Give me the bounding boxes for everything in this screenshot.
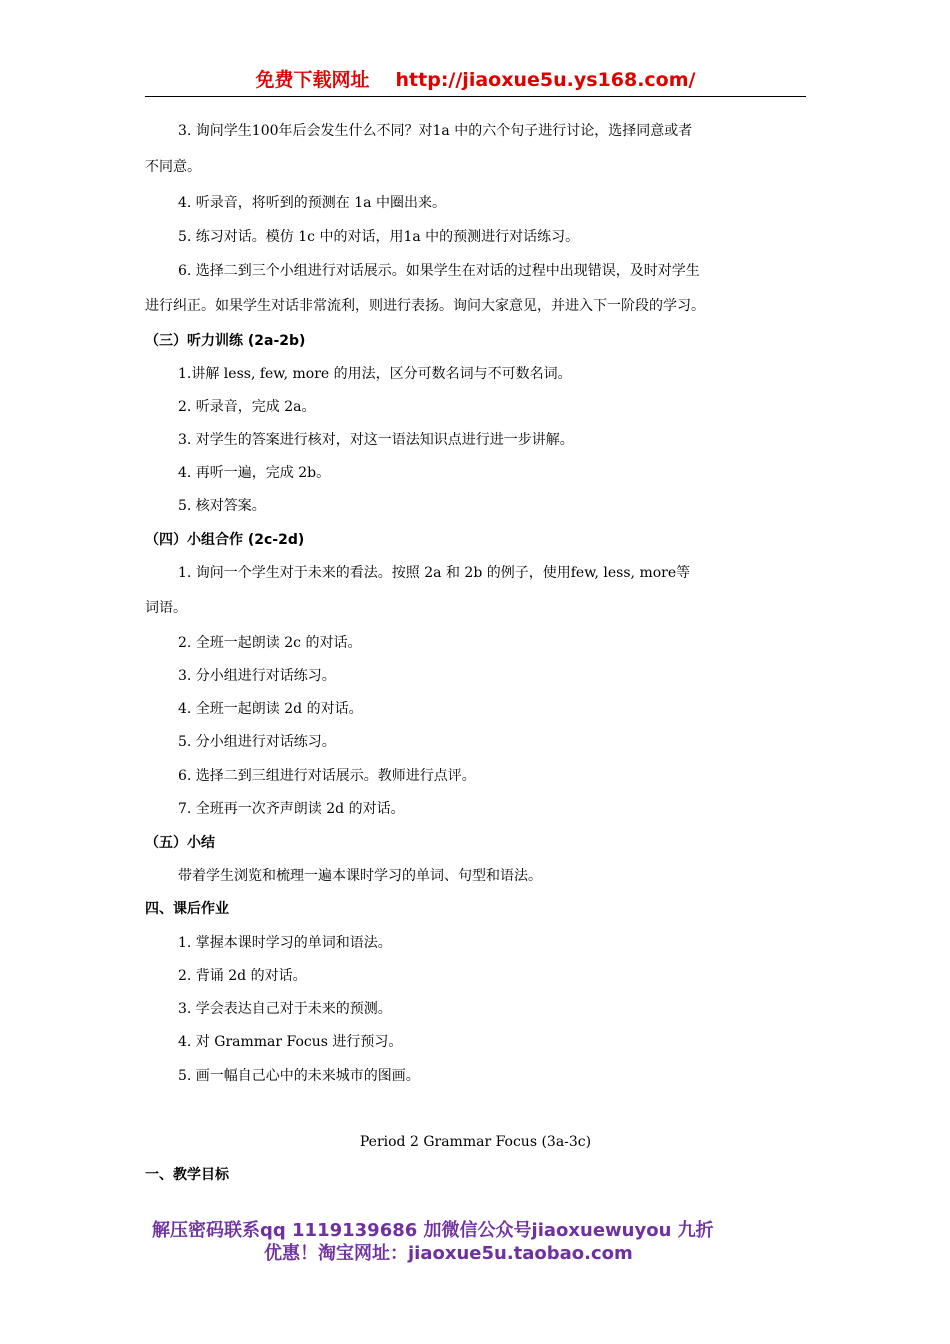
body-text-line: 3. 询问学生100年后会发生什么不同？对1a 中的六个句子进行讨论，选择同意或者 <box>178 123 693 139</box>
section-heading: 一、教学目标 <box>145 1167 229 1183</box>
body-text-line: 4. 听录音，将听到的预测在 1a 中圈出来。 <box>178 195 446 211</box>
body-text-line: 3. 对学生的答案进行核对，对这一语法知识点进行进一步讲解。 <box>178 432 574 448</box>
body-text-line: 6. 选择二到三组进行对话展示。教师进行点评。 <box>178 768 476 784</box>
body-text-line: 3. 学会表达自己对于未来的预测。 <box>178 1001 392 1017</box>
body-text-line: 5. 练习对话。模仿 1c 中的对话，用1a 中的预测进行对话练习。 <box>178 229 580 245</box>
body-text-line: 4. 全班一起朗读 2d 的对话。 <box>178 701 363 717</box>
body-text-line: 7. 全班再一次齐声朗读 2d 的对话。 <box>178 801 405 817</box>
header-title: 免费下载网址 <box>255 69 370 91</box>
body-text-line: 词语。 <box>145 600 187 616</box>
section-heading: （三）听力训练 (2a-2b) <box>145 333 306 349</box>
section-heading: （五）小结 <box>145 835 215 851</box>
body-text-line: 2. 背诵 2d 的对话。 <box>178 968 307 984</box>
section-heading: 四、课后作业 <box>145 901 229 917</box>
body-text-line: 1. 询问一个学生对于未来的看法。按照 2a 和 2b 的例子，使用few, less, more等 <box>178 565 691 581</box>
body-text-line: 带着学生浏览和梳理一遍本课时学习的单词、句型和语法。 <box>178 868 542 884</box>
body-text-line: 2. 听录音，完成 2a。 <box>178 399 316 415</box>
body-text-line: 不同意。 <box>145 159 201 175</box>
body-text-line: 4. 对 Grammar Focus 进行预习。 <box>178 1034 403 1050</box>
page-header <box>145 66 806 97</box>
section-heading: （四）小组合作 (2c-2d) <box>145 532 305 548</box>
body-text-line: 进行纠正。如果学生对话非常流利，则进行表扬。询问大家意见，并进入下一阶段的学习。 <box>145 298 705 314</box>
footer-line-2: 优惠！淘宝网址：jiaoxue5u.taobao.com <box>264 1243 633 1264</box>
body-text-line: 4. 再听一遍，完成 2b。 <box>178 465 331 481</box>
period-title: Period 2 Grammar Focus (3a-3c) <box>359 1134 592 1150</box>
footer-line-1: 解压密码联系qq 1119139686 加微信公众号jiaoxuewuyou 九折 <box>152 1220 714 1241</box>
header-url-link[interactable]: http://jiaoxue5u.ys168.com/ <box>395 69 696 91</box>
body-text-line: 5. 画一幅自己心中的未来城市的图画。 <box>178 1068 420 1084</box>
body-text-line: 6. 选择二到三个小组进行对话展示。如果学生在对话的过程中出现错误，及时对学生 <box>178 263 700 279</box>
body-text-line: 1.讲解 less, few, more 的用法，区分可数名词与不可数名词。 <box>178 366 572 382</box>
body-text-line: 1. 掌握本课时学习的单词和语法。 <box>178 935 392 951</box>
body-text-line: 5. 分小组进行对话练习。 <box>178 734 336 750</box>
body-text-line: 3. 分小组进行对话练习。 <box>178 668 336 684</box>
body-text-line: 5. 核对答案。 <box>178 498 266 514</box>
body-text-line: 2. 全班一起朗读 2c 的对话。 <box>178 635 362 651</box>
